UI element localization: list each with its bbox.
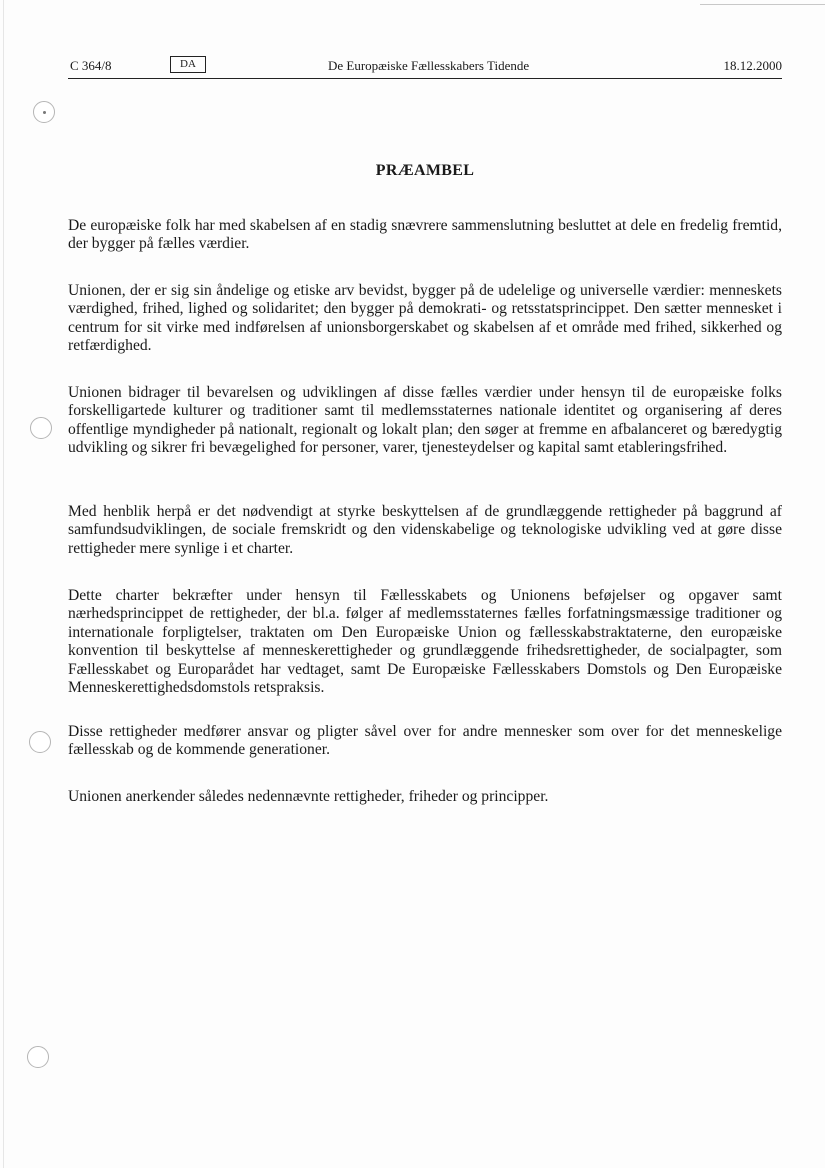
preamble-paragraph-5: Dette charter bekræfter under hensyn til Fællesskabets og Unionens beføjelser og opgaver samt nærhedsprincippet de rettigheder, der bl.a. følger af medlemsstaternes fælles forfatningsmæssige traditioner og internationale forpligtelser, traktaten om Den Europæiske Union og fællesskabstraktaterne, den europæiske konvention til beskyttelse af menneskerettigheder og grundlæggende frihedsrettigheder, de socialpagter, som Fællesskabet og Europarådet har vedtaget, samt De Europæiske Fællesskabers Domstols og Den Europæiske Menneskerettighedsdomstols retspraksis. (68, 587, 782, 697)
header-rule (68, 78, 782, 79)
page-header (70, 58, 782, 78)
publication-date: 18.12.2000 (723, 58, 782, 73)
preamble-paragraph-2: Unionen, der er sig sin åndelige og etiske arv bevidst, bygger på de udelelige og universelle værdier: menneskets værdighed, frihed, lighed og solidaritet; den bygger på demokrati- og retsstatsprincippet. Den sætter mennesket i centrum for sit virke med indførelsen af unionsborgerskabet og skabelsen af et område med frihed, sikkerhed og retfærdighed. (68, 282, 782, 355)
preamble-paragraph-6: Disse rettigheder medfører ansvar og pligter såvel over for andre mennesker som over for det menneskelige fællesskab og de kommende generationer. (68, 723, 782, 759)
punch-hole-icon (27, 1046, 49, 1068)
punch-hole-icon (33, 101, 55, 123)
preamble-paragraph-7: Unionen anerkender således nedennævnte rettigheder, friheder og principper. (68, 788, 549, 805)
scan-edge-top (700, 4, 825, 5)
preamble-paragraph-4: Med henblik herpå er det nødvendigt at styrke beskyttelsen af de grundlæggende rettigheder på baggrund af samfundsudviklingen, de sociale fremskridt og den videnskabelige og teknologiske udvikling ved at gøre disse rettigheder mere synlige i et charter. (68, 503, 782, 557)
punch-hole-icon (29, 731, 51, 753)
journal-title: De Europæiske Fællesskabers Tidende (328, 58, 530, 73)
page-title: PRÆAMBEL (375, 162, 475, 179)
language-badge: DA (170, 56, 206, 73)
preamble-paragraph-1: De europæiske folk har med skabelsen af en stadig snævrere sammenslutning besluttet at dele en fredelig fremtid, der bygger på fælles værdier. (68, 217, 782, 253)
page-reference: C 364/8 (70, 58, 112, 73)
punch-hole-icon (30, 417, 52, 439)
preamble-paragraph-3: Unionen bidrager til bevarelsen og udviklingen af disse fælles værdier under hensyn til de europæiske folks forskelligartede kulturer og traditioner samt til medlemsstaternes nationale identitet og organisering af deres offentlige myndigheder på nationalt, regionalt og lokalt plan; den søger at fremme en afbalanceret og bæredygtig udvikling og sikrer fri bevægelighed for personer, varer, tjenesteydelser og kapital samt etableringsfrihed. (68, 384, 782, 457)
